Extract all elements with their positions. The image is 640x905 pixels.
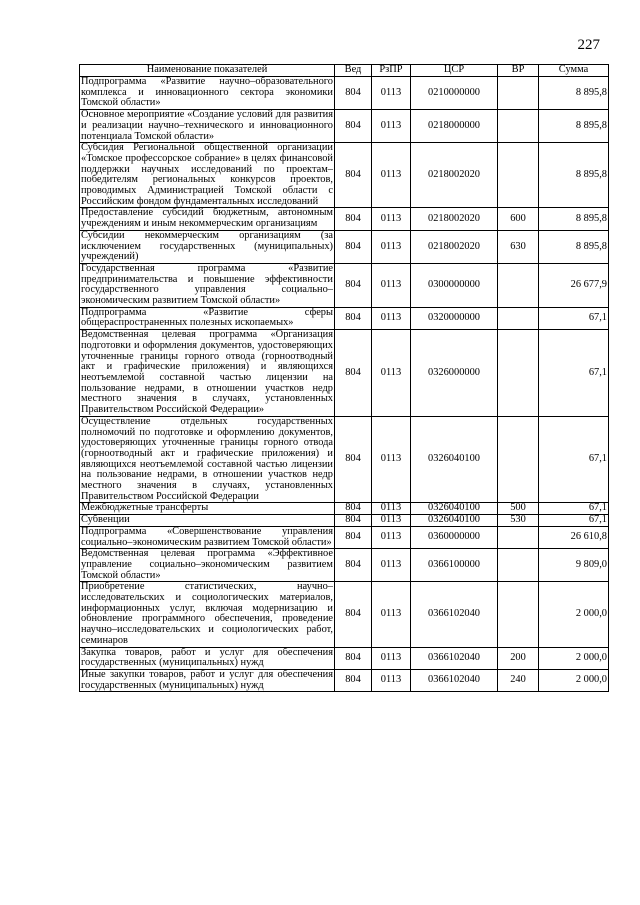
- cell-sum: 67,1: [539, 416, 609, 503]
- table-row: [80, 110, 609, 143]
- cell-name: Субвенции: [80, 515, 335, 527]
- cell-sum: 67,1: [539, 515, 609, 527]
- cell-name: Подпрограмма «Совершенствование управления социально–экономическим развитием Томской области»: [81, 525, 333, 548]
- cell-ved: 804: [335, 503, 372, 515]
- cell-csr: 0218002020: [411, 230, 498, 263]
- cell-ved: 804: [335, 647, 372, 669]
- cell-vr: [498, 526, 539, 548]
- table-row: [80, 515, 609, 527]
- cell-csr: 0326040100: [411, 503, 498, 515]
- cell-name: Осуществление отдельных государственных полномочий по подготовке и оформлению документов, удостоверяющих уточненные границы горного отвода (горноотводный акт и графические приложения) и являющихся неотъемлемой составной частью лицензии на пользование недрами, в отношении участков недр местного значения в случаях, установленных Правительством Российской Федерации: [81, 415, 333, 502]
- table-row: [80, 526, 609, 548]
- table-row: [80, 230, 609, 263]
- cell-sum: 8 895,8: [539, 143, 609, 208]
- table-row: [80, 77, 609, 110]
- cell-rzpr: 0113: [372, 515, 411, 527]
- cell-name: Субсидии некоммерческим организациям (за исключением государственных (муниципальных) учреждений): [81, 229, 333, 263]
- cell-name: Государственная программа «Развитие предпринимательства и повышение эффективности государственного управления социально–экономическим развитием Томской области»: [81, 262, 333, 307]
- budget-table: [79, 64, 609, 692]
- cell-sum: 8 895,8: [539, 230, 609, 263]
- header-sum: Сумма: [539, 65, 609, 77]
- cell-vr: [498, 110, 539, 143]
- cell-csr: 0360000000: [411, 526, 498, 548]
- cell-rzpr: 0113: [372, 549, 411, 582]
- cell-rzpr: 0113: [372, 143, 411, 208]
- cell-name: Межбюджетные трансферты: [80, 503, 335, 515]
- cell-rzpr: 0113: [372, 582, 411, 647]
- cell-csr: 0218002020: [411, 143, 498, 208]
- cell-vr: [498, 582, 539, 647]
- cell-name: Основное мероприятие «Создание условий для развития и реализации научно–технического и инновационного потенциала Томской области»: [81, 109, 333, 142]
- cell-ved: 804: [335, 143, 372, 208]
- cell-vr: 200: [498, 647, 539, 669]
- table-row: [80, 416, 609, 503]
- table-row: [80, 669, 609, 691]
- cell-sum: 26 610,8: [539, 526, 609, 548]
- cell-sum: 8 895,8: [539, 110, 609, 143]
- cell-ved: 804: [335, 515, 372, 527]
- table-header-row: [80, 65, 609, 77]
- cell-vr: [498, 330, 539, 417]
- cell-rzpr: 0113: [372, 307, 411, 329]
- cell-ved: 804: [335, 416, 372, 503]
- cell-vr: 500: [498, 503, 539, 515]
- cell-csr: 0366102040: [411, 669, 498, 691]
- cell-name: Подпрограмма «Развитие научно–образовательного комплекса и инновационного сектора экономики Томской области»: [81, 76, 333, 109]
- cell-rzpr: 0113: [372, 416, 411, 503]
- cell-ved: 804: [335, 526, 372, 548]
- cell-vr: 600: [498, 208, 539, 230]
- cell-sum: 9 809,0: [539, 549, 609, 582]
- cell-ved: 804: [335, 582, 372, 647]
- cell-csr: 0300000000: [411, 263, 498, 307]
- cell-name: Приобретение статистических, научно–исследовательских и социологических материалов, информационных услуг, включая модернизацию и обновление программного обеспечения, проведение научно–исследовательских и социологических работ, семинаров: [81, 581, 333, 646]
- page-number: 227: [577, 37, 600, 53]
- cell-name: Подпрограмма «Развитие сферы общераспространенных полезных ископаемых»: [81, 306, 333, 329]
- table-row: [80, 549, 609, 582]
- table-row: [80, 503, 609, 515]
- cell-ved: 804: [335, 230, 372, 263]
- cell-ved: 804: [335, 110, 372, 143]
- cell-sum: 8 895,8: [539, 77, 609, 110]
- header-ved: Вед: [335, 65, 372, 77]
- cell-sum: 2 000,0: [539, 647, 609, 669]
- table-row: [80, 307, 609, 329]
- cell-sum: 2 000,0: [539, 669, 609, 691]
- table-row: [80, 263, 609, 307]
- cell-rzpr: 0113: [372, 330, 411, 417]
- cell-vr: [498, 549, 539, 582]
- cell-csr: 0210000000: [411, 77, 498, 110]
- cell-csr: 0320000000: [411, 307, 498, 329]
- cell-csr: 0326000000: [411, 330, 498, 417]
- cell-rzpr: 0113: [372, 503, 411, 515]
- cell-ved: 804: [335, 669, 372, 691]
- cell-sum: 67,1: [539, 503, 609, 515]
- cell-ved: 804: [335, 208, 372, 230]
- cell-rzpr: 0113: [372, 110, 411, 143]
- cell-sum: 26 677,9: [539, 263, 609, 307]
- cell-csr: 0326040100: [411, 416, 498, 503]
- header-rzpr: РзПР: [372, 65, 411, 77]
- cell-name: Субсидия Региональной общественной организации «Томское профессорское собрание» в целях финансовой поддержки научных исследований по проектам–победителям региональных конкурсов проектов, проводимых Администрацией Томской области с Российским фондом фундаментальных исследований: [81, 142, 333, 207]
- table-body: [80, 77, 609, 692]
- cell-vr: [498, 263, 539, 307]
- cell-csr: 0218002020: [411, 208, 498, 230]
- cell-rzpr: 0113: [372, 647, 411, 669]
- cell-vr: [498, 143, 539, 208]
- cell-vr: 530: [498, 515, 539, 527]
- cell-sum: 8 895,8: [539, 208, 609, 230]
- cell-ved: 804: [335, 307, 372, 329]
- cell-csr: 0326040100: [411, 515, 498, 527]
- cell-ved: 804: [335, 549, 372, 582]
- cell-rzpr: 0113: [372, 263, 411, 307]
- cell-ved: 804: [335, 263, 372, 307]
- header-csr: ЦСР: [411, 65, 498, 77]
- cell-csr: 0218000000: [411, 110, 498, 143]
- cell-rzpr: 0113: [372, 669, 411, 691]
- table-row: [80, 208, 609, 230]
- table-row: [80, 330, 609, 417]
- table-row: [80, 143, 609, 208]
- cell-vr: 240: [498, 669, 539, 691]
- cell-csr: 0366100000: [411, 549, 498, 582]
- cell-rzpr: 0113: [372, 208, 411, 230]
- cell-vr: 630: [498, 230, 539, 263]
- table-row: [80, 582, 609, 647]
- cell-rzpr: 0113: [372, 526, 411, 548]
- table-row: [80, 647, 609, 669]
- cell-csr: 0366102040: [411, 647, 498, 669]
- header-vr: ВР: [498, 65, 539, 77]
- cell-name: Иные закупки товаров, работ и услуг для обеспечения государственных (муниципальных) нужд: [81, 668, 333, 691]
- cell-name: Ведомственная целевая программа «Эффективное управление социально–экономическим развитием Томской области»: [81, 548, 333, 581]
- cell-vr: [498, 416, 539, 503]
- cell-vr: [498, 77, 539, 110]
- cell-rzpr: 0113: [372, 230, 411, 263]
- cell-ved: 804: [335, 77, 372, 110]
- cell-sum: 67,1: [539, 330, 609, 417]
- cell-csr: 0366102040: [411, 582, 498, 647]
- cell-ved: 804: [335, 330, 372, 417]
- cell-sum: 2 000,0: [539, 582, 609, 647]
- cell-name: Ведомственная целевая программа «Организация подготовки и оформления документов, удостоверяющих уточненные границы горного отвода (горноотводный акт и графические приложения) и являющихся неотъемлемой составной частью лицензии на пользование недрами, в отношении участков недр местного значения в случаях, установленных Правительством Российской Федерации»: [81, 329, 333, 416]
- cell-name: Предоставление субсидий бюджетным, автономным учреждениям и иным некоммерческим организациям: [81, 207, 333, 230]
- cell-vr: [498, 307, 539, 329]
- header-name: Наименование показателей: [80, 65, 335, 77]
- cell-name: Закупка товаров, работ и услуг для обеспечения государственных (муниципальных) нужд: [81, 646, 333, 669]
- cell-sum: 67,1: [539, 307, 609, 329]
- cell-rzpr: 0113: [372, 77, 411, 110]
